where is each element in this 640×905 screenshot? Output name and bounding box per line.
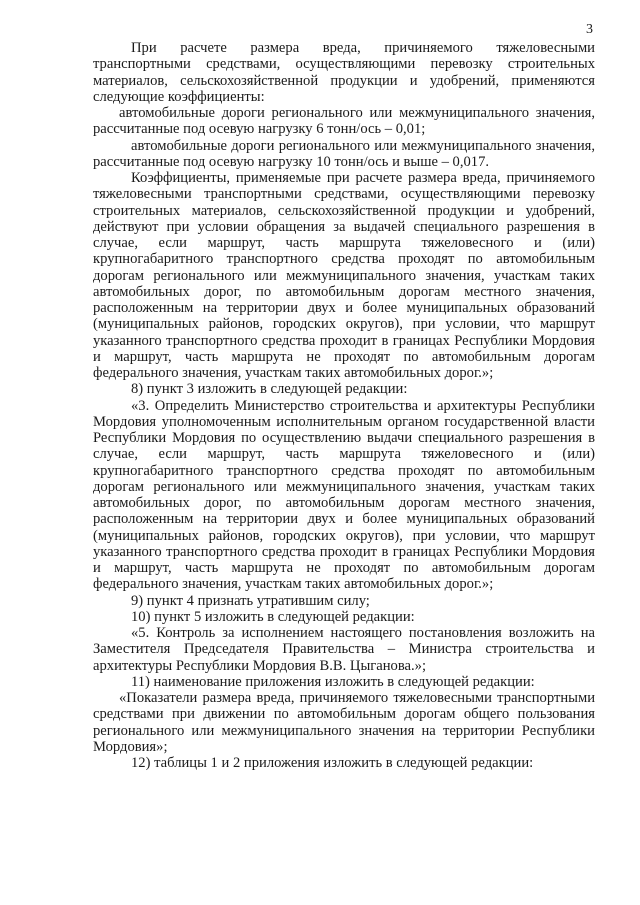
- paragraph-coefficients-conditions: Коэффициенты, применяемые при расчете размера вреда, причиняемого тяжеловесными транспортными средствами, осуществляющими перевозку строительных материалов, сельскохозяйственной продукции и удобрений, действуют при условии обращения за выдачей специального разрешения в случае, если маршрут, часть маршрута тяжеловесного и (или) крупногабаритного транспортного средства проходят по автомобильным дорогам регионального или межмуниципального значения, участкам таких автомобильных дорог, по автомобильным дорогам местного значения, расположенным на территории двух и более муниципальных образований (муниципальных районов, городских округов), при условии, что маршрут указанного транспортного средства проходит в границах Республики Мордовия и маршрут, часть маршрута не проходят по автомобильным дорогам федерального значения, участкам таких автомобильных дорог.»;: [93, 170, 595, 381]
- paragraph-item-9: 9) пункт 4 признать утратившим силу;: [131, 592, 370, 609]
- paragraph-coefficient-10t: автомобильные дороги регионального или межмуниципального значения, рассчитанные под осевую нагрузку 10 тонн/ось и выше – 0,017.: [93, 137, 595, 170]
- document-body: [93, 40, 595, 771]
- paragraph-item-11: 11) наименование приложения изложить в следующей редакции:: [131, 673, 535, 690]
- paragraph-appendix-title-text: «Показатели размера вреда, причиняемого тяжеловесными транспортными средствами при движении по автомобильным дорогам общего пользования регионального или межмуниципального значения на территории Республики Мордовия»;: [93, 690, 595, 755]
- paragraph-item-12: 12) таблицы 1 и 2 приложения изложить в следующей редакции:: [131, 755, 534, 771]
- paragraph-coefficients-intro: При расчете размера вреда, причиняемого тяжеловесными транспортными средствами, осуществляющими перевозку строительных материалов, сельскохозяйственной продукции и удобрений, применяются следующие коэффициенты:: [93, 40, 595, 105]
- paragraph-coefficient-6t: автомобильные дороги регионального или межмуниципального значения, рассчитанные под осевую нагрузку 6 тонн/ось – 0,01;: [93, 105, 595, 138]
- paragraph-item-8: 8) пункт 3 изложить в следующей редакции:: [131, 381, 408, 398]
- paragraph-item-10: 10) пункт 5 изложить в следующей редакции:: [131, 608, 415, 625]
- page-number: 3: [586, 22, 593, 37]
- paragraph-point-5-text: «5. Контроль за исполнением настоящего постановления возложить на Заместителя Председателя Правительства – Министра строительства и архитектуры Республики Мордовия В.В. Цыганова.»;: [93, 625, 595, 674]
- paragraph-point-3-text: «3. Определить Министерство строительства и архитектуры Республики Мордовия уполномоченным исполнительным органом государственной власти Республики Мордовия по осуществлению выдачи специального разрешения в случае, если маршрут, часть маршрута тяжеловесного и (или) крупногабаритного транспортного средства проходят по автомобильным дорогам регионального или межмуниципального значения, участкам таких автомобильных дорог, по автомобильным дорогам местного значения, расположенным на территории двух и более муниципальных образований (муниципальных районов, городских округов), при условии, что маршрут указанного транспортного средства проходит в границах Республики Мордовия и маршрут, часть маршрута не проходят по автомобильным дорогам федерального значения, участкам таких автомобильных дорог.»;: [93, 397, 595, 593]
